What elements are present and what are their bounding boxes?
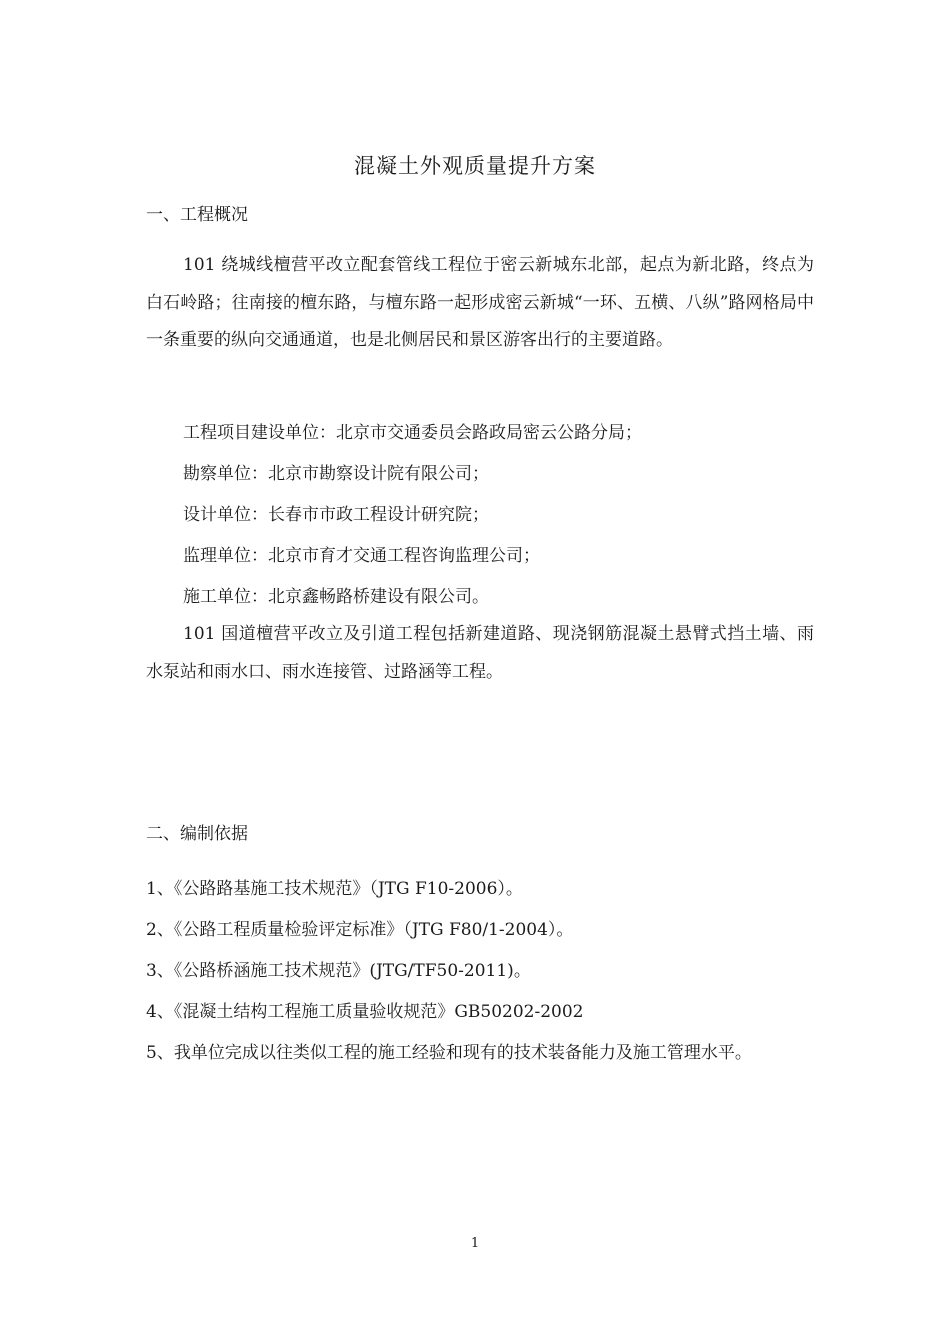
unit-line-design: 设计单位：长春市市政工程设计研究院；: [183, 505, 489, 525]
unit-line-survey: 勘察单位：北京市勘察设计院有限公司；: [183, 464, 489, 484]
unit-line-supervision: 监理单位：北京市育才交通工程咨询监理公司；: [183, 546, 540, 566]
unit-line-owner: 工程项目建设单位：北京市交通委员会路政局密云公路分局；: [183, 423, 642, 443]
basis-item: 3、《公路桥涵施工技术规范》(JTG/TF50-2011)。: [146, 961, 531, 981]
document-title: 混凝土外观质量提升方案: [354, 154, 596, 178]
basis-item: 4、《混凝土结构工程施工质量验收规范》GB50202-2002: [146, 1002, 584, 1022]
project-scope-paragraph: 101 国道檀营平改立及引道工程包括新建道路、现浇钢筋混凝土悬臂式挡土墙、雨水泵站和雨水口、雨水连接管、过路涵等工程。: [146, 624, 814, 682]
page-number: 1: [470, 1236, 480, 1251]
basis-item: 1、《公路路基施工技术规范》（JTG F10-2006）。: [146, 879, 523, 899]
basis-item: 5、我单位完成以往类似工程的施工经验和现有的技术装备能力及施工管理水平。: [146, 1043, 752, 1063]
unit-line-construction: 施工单位：北京鑫畅路桥建设有限公司。: [183, 587, 489, 607]
basis-item: 2、《公路工程质量检验评定标准》（JTG F80/1-2004）。: [146, 920, 574, 940]
project-intro-paragraph: 101 绕城线檀营平改立配套管线工程位于密云新城东北部，起点为新北路，终点为白石岭路；往南接的檀东路，与檀东路一起形成密云新城“一环、五横、八纵”路网格局中一条重要的纵向交通通道，也是北侧居民和景区游客出行的主要道路。: [146, 255, 814, 350]
section-heading-basis: 二、编制依据: [146, 824, 248, 844]
section-heading-overview: 一、工程概况: [146, 205, 248, 225]
